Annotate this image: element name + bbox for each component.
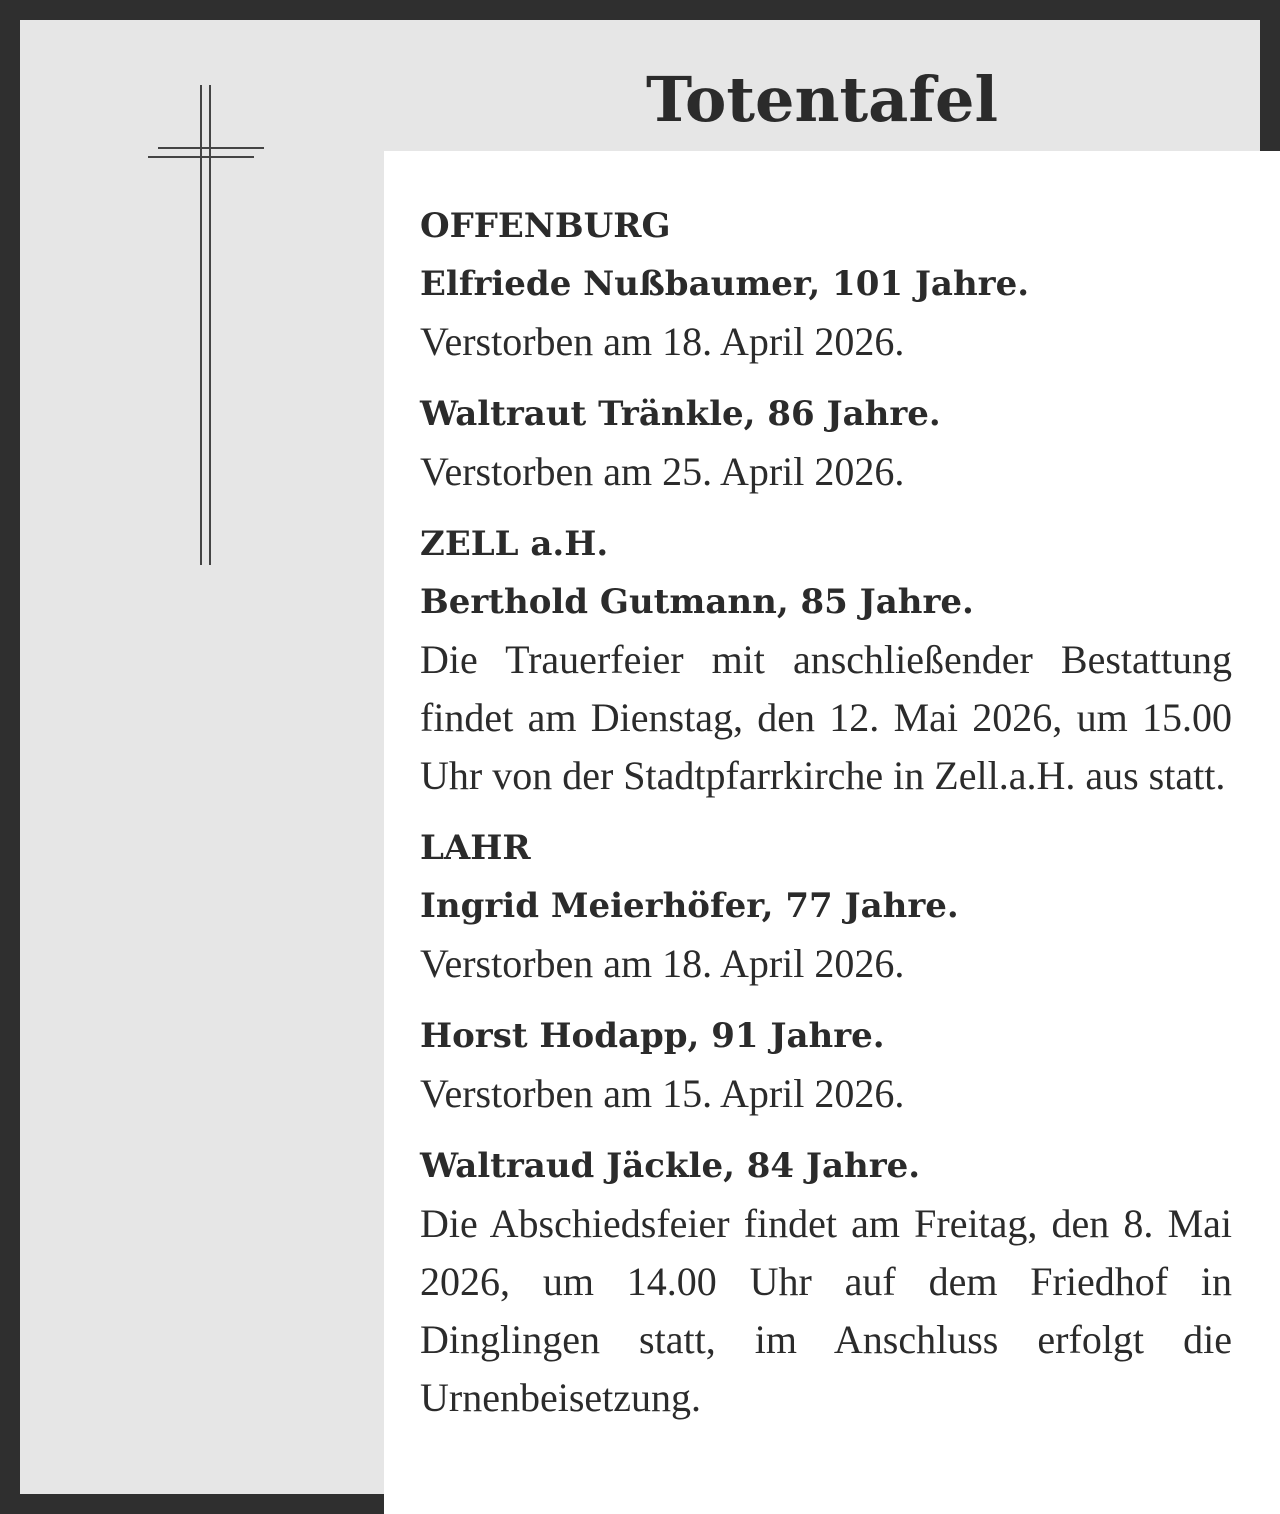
obituary-text: Verstorben am 18. April 2026. bbox=[420, 941, 905, 986]
obituary-text: Die Trauerfeier mit anschließender Bestattung findet am Dienstag, den 12. Mai 2026, um 15.00 Uhr von der Stadtpfarrkirche in Zell.a.H. aus statt. bbox=[420, 637, 1232, 798]
obituary-list bbox=[384, 151, 1280, 1514]
deceased-name: Waltraut Tränkle, 86 Jahre. bbox=[420, 394, 941, 434]
obituary-text: Verstorben am 25. April 2026. bbox=[420, 449, 905, 494]
town-heading: LAHR bbox=[420, 828, 531, 868]
obituary-text: Verstorben am 18. April 2026. bbox=[420, 319, 905, 364]
deceased-name: Berthold Gutmann, 85 Jahre. bbox=[420, 582, 974, 622]
town-heading: OFFENBURG bbox=[420, 206, 671, 246]
obituary-text: Die Abschiedsfeier findet am Freitag, den 8. Mai 2026, um 14.00 Uhr auf dem Friedhof in Dinglingen statt, im Anschluss erfolgt die Urnenbeisetzung. bbox=[420, 1201, 1232, 1420]
page-title: Totentafel bbox=[645, 63, 999, 136]
deceased-name: Ingrid Meierhöfer, 77 Jahre. bbox=[420, 886, 959, 926]
cross-icon bbox=[130, 65, 270, 565]
deceased-name: Waltraud Jäckle, 84 Jahre. bbox=[420, 1146, 921, 1186]
town-heading: ZELL a.H. bbox=[420, 524, 609, 564]
obituary-text: Verstorben am 15. April 2026. bbox=[420, 1071, 905, 1116]
deceased-name: Horst Hodapp, 91 Jahre. bbox=[420, 1016, 885, 1056]
deceased-name: Elfriede Nußbaumer, 101 Jahre. bbox=[420, 264, 1030, 304]
